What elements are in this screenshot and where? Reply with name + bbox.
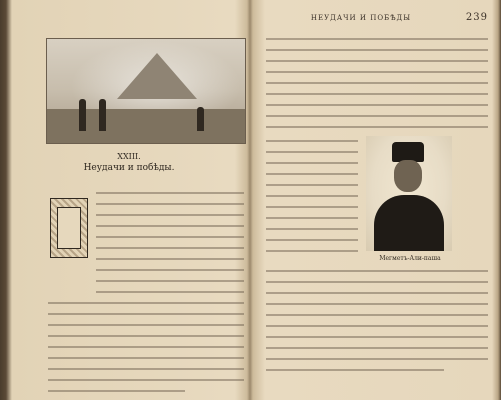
text-line	[96, 269, 244, 271]
text-line	[266, 151, 358, 153]
text-line	[266, 347, 488, 349]
page-number: 239	[465, 12, 488, 23]
text-line	[266, 140, 358, 142]
right-page	[260, 8, 492, 400]
text-line	[266, 82, 488, 84]
left-page	[18, 8, 240, 400]
text-line	[266, 292, 488, 294]
text-line	[96, 225, 244, 227]
text-line	[266, 49, 488, 51]
text-line	[266, 239, 358, 241]
running-head-title: НЕУДАЧИ И ПОБѢДЫ	[310, 14, 412, 22]
text-line	[266, 93, 488, 95]
text-line	[96, 258, 244, 260]
ornamental-initial	[50, 198, 88, 258]
body-text-beside-portrait	[266, 140, 358, 261]
text-line	[96, 291, 244, 293]
text-line	[96, 214, 244, 216]
text-line	[48, 324, 244, 326]
text-line	[266, 281, 488, 283]
portrait-illustration	[366, 136, 452, 251]
text-line	[266, 270, 488, 272]
chapter-title: Неудачи и побѣды.	[83, 163, 175, 173]
text-line	[48, 346, 244, 348]
soldier-figure	[99, 99, 106, 131]
soldier-figure	[79, 99, 86, 131]
portrait-caption: Мегметъ-Али-паша	[379, 255, 441, 262]
text-line	[48, 313, 244, 315]
text-line	[266, 314, 488, 316]
camp-illustration	[46, 38, 246, 144]
text-line	[48, 335, 244, 337]
text-line	[48, 302, 244, 304]
text-line	[266, 217, 358, 219]
text-line	[266, 162, 358, 164]
text-line	[266, 358, 488, 360]
text-line	[96, 280, 244, 282]
coat-shape	[374, 195, 444, 251]
body-text-top	[266, 38, 488, 137]
text-line	[48, 368, 244, 370]
text-line	[96, 247, 244, 249]
text-line	[266, 336, 488, 338]
text-line	[266, 104, 488, 106]
text-line	[266, 115, 488, 117]
text-line	[266, 303, 488, 305]
body-text-bottom	[266, 270, 488, 380]
text-line	[266, 250, 358, 252]
text-line	[266, 71, 488, 73]
text-line	[266, 369, 444, 371]
text-line	[96, 192, 244, 194]
tent-shape	[117, 53, 197, 99]
initial-inner	[57, 207, 81, 249]
text-line	[48, 390, 185, 392]
fez-shape	[392, 142, 424, 162]
text-line	[266, 195, 358, 197]
text-line	[266, 184, 358, 186]
text-line	[266, 228, 358, 230]
text-line	[266, 325, 488, 327]
ground-shape	[47, 109, 245, 143]
text-line	[266, 38, 488, 40]
text-line	[48, 379, 244, 381]
text-line	[266, 126, 488, 128]
body-text-column-narrow	[96, 192, 244, 302]
text-line	[96, 236, 244, 238]
chapter-number: XXIII.	[117, 152, 141, 161]
text-line	[266, 60, 488, 62]
text-line	[266, 173, 358, 175]
soldier-figure	[197, 107, 204, 131]
text-line	[48, 357, 244, 359]
text-line	[96, 203, 244, 205]
running-head	[260, 14, 492, 26]
face-shape	[394, 160, 422, 192]
body-text-column-full	[48, 302, 244, 400]
text-line	[266, 206, 358, 208]
